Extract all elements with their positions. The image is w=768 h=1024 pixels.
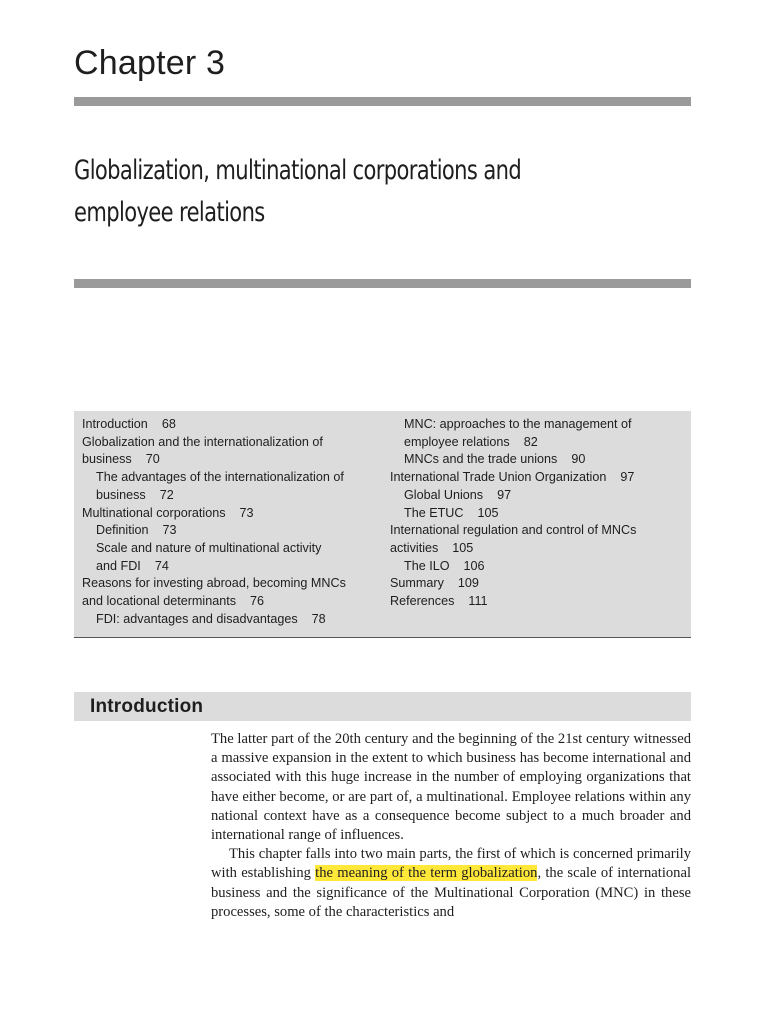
toc-entry	[82, 593, 378, 611]
toc-entry	[82, 487, 378, 505]
toc-entry-title: International regulation and control of MNCs	[390, 523, 637, 538]
toc-entry	[82, 540, 378, 558]
toc-page-number: 82	[523, 434, 538, 449]
top-rule	[74, 97, 691, 106]
toc-column-left	[82, 416, 378, 628]
toc-column-right	[390, 416, 686, 611]
toc-entry	[390, 434, 686, 452]
toc-entry	[390, 540, 686, 558]
highlighted-text: the meaning of the term globalization	[315, 865, 538, 882]
toc-entry	[390, 575, 686, 593]
toc-page-number: 73	[162, 523, 177, 538]
toc-entry	[390, 593, 686, 611]
chapter-label: Chapter 3	[74, 44, 226, 82]
toc-page-number: 111	[468, 594, 488, 609]
toc-entry	[390, 522, 686, 540]
toc-entry-title: and FDI	[96, 558, 141, 573]
toc-entry	[390, 469, 686, 487]
toc-page-number: 106	[463, 558, 485, 573]
toc-page-number: 73	[239, 505, 254, 520]
toc-entry	[82, 434, 378, 452]
toc-entry-title: Definition	[96, 523, 149, 538]
toc-entry	[82, 575, 378, 593]
toc-entry-title: Introduction	[82, 417, 148, 431]
toc-entry	[390, 451, 686, 469]
chapter-title	[74, 150, 667, 234]
toc-entry	[82, 558, 378, 576]
toc-entry-title: Global Unions	[404, 487, 484, 502]
toc-entry-title: The advantages of the internationalization of	[96, 470, 344, 485]
toc-entry	[82, 469, 378, 487]
toc-page-number: 109	[457, 576, 479, 591]
chapter-title-line-1: Globalization, multinational corporations and	[74, 155, 522, 186]
toc-page-number: 68	[161, 417, 176, 431]
toc-entry-title: FDI: advantages and disadvantages	[96, 611, 298, 626]
toc-entry-title: business	[96, 487, 146, 502]
toc-page-number: 97	[497, 487, 512, 502]
toc-entry-title: Globalization and the internationalization of	[82, 434, 323, 449]
toc-entry-title: Scale and nature of multinational activity	[96, 540, 322, 555]
toc-page-number: 105	[452, 540, 474, 555]
toc-page-number: 105	[477, 505, 499, 520]
toc-entry	[82, 451, 378, 469]
toc-entry-title: MNC: approaches to the management of	[404, 417, 632, 431]
paragraph-2-end: , the scale of international business and the significance of the Multinational Corporation (MNC) in these processes, some of the characteristics and	[211, 865, 691, 920]
toc-page-number: 76	[250, 594, 265, 609]
toc-entry-title: References	[390, 594, 455, 609]
toc-entry-title: The ETUC	[404, 505, 464, 520]
toc-entry	[390, 505, 686, 523]
bottom-rule	[74, 279, 691, 288]
toc-entry-title: and locational determinants	[82, 594, 237, 609]
toc-entry-title: Reasons for investing abroad, becoming MNCs	[82, 576, 346, 591]
toc-entry-title: The ILO	[404, 558, 450, 573]
paragraph-2	[211, 845, 691, 922]
toc-entry-title: business	[82, 452, 132, 467]
toc-entry-title: employee relations	[404, 434, 510, 449]
section-heading-bar	[74, 692, 691, 721]
body-text	[211, 730, 691, 922]
toc-entry	[390, 487, 686, 505]
toc-entry	[390, 416, 686, 434]
toc-entry-title: Summary	[390, 576, 444, 591]
toc-entry	[82, 522, 378, 540]
section-heading: Introduction	[90, 696, 204, 717]
toc-page-number: 70	[145, 452, 160, 467]
paragraph-1: The latter part of the 20th century and the beginning of the 21st century witnessed a massive expansion in the extent to which business has become international and associated with this huge increase in the number of employing organizations that have either become, or are part of, a multinational. Employee relations within any national context have as a consequence become subject to a much broader and international range of influences.	[211, 731, 691, 844]
toc-entry-title: International Trade Union Organization	[390, 470, 607, 485]
toc-entry	[82, 416, 378, 434]
chapter-title-line-2: employee relations	[74, 197, 265, 228]
paragraph-2-start: This chapter falls into two main parts, the first of which is concerned primarily with establishing	[211, 846, 691, 882]
toc-page-number: 97	[620, 470, 635, 485]
toc-page-number: 72	[159, 487, 174, 502]
toc-entry-title: Multinational corporations	[82, 505, 226, 520]
toc-entry	[390, 558, 686, 576]
toc-entry-title: activities	[390, 540, 439, 555]
toc-entry	[82, 611, 378, 629]
toc-page-number: 78	[311, 611, 326, 626]
toc-entry	[82, 505, 378, 523]
toc-entry-title: MNCs and the trade unions	[404, 452, 558, 467]
chapter-contents-box	[74, 411, 691, 638]
toc-page-number: 90	[571, 452, 586, 467]
toc-page-number: 74	[154, 558, 169, 573]
